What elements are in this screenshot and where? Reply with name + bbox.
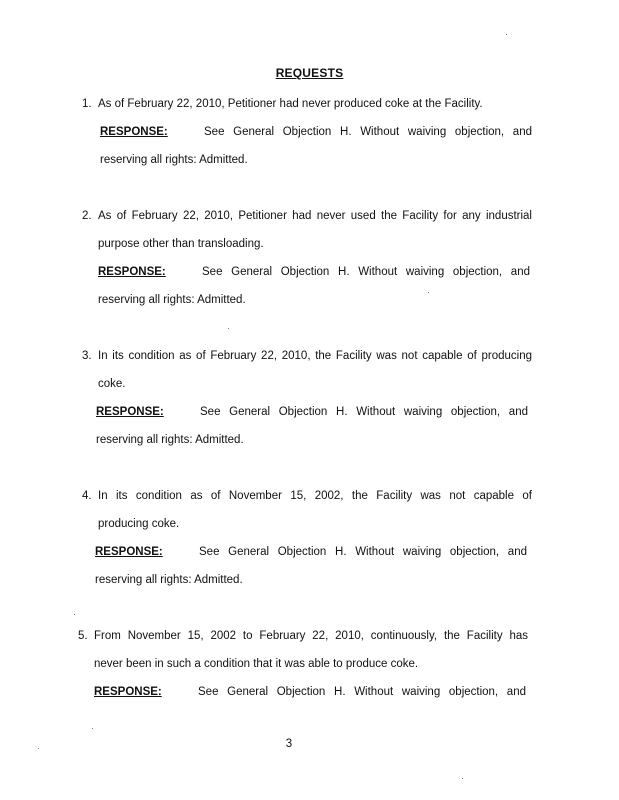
request-text-line: producing coke. (98, 518, 180, 530)
response-text: See General Objection H. Without waiving objection, and (198, 686, 526, 698)
request-item-5 (78, 622, 528, 678)
response-text: See General Objection H. Without waiving objection, and (204, 126, 532, 138)
request-text-line: coke. (98, 378, 126, 390)
request-item-4 (82, 482, 532, 538)
response-label: RESPONSE: (98, 266, 166, 278)
request-number: 1. (82, 98, 92, 110)
response-line-2: reserving all rights: Admitted. (98, 294, 246, 306)
request-text-line: In its condition as of February 22, 2010, the Facility was not capable of producing (98, 350, 532, 362)
request-number: 2. (82, 210, 92, 222)
response-line-1 (96, 398, 528, 426)
scan-speck (38, 748, 39, 749)
response-text: See General Objection H. Without waiving objection, and (202, 266, 530, 278)
response-label: RESPONSE: (95, 546, 163, 558)
request-number: 5. (78, 630, 88, 642)
request-item-3 (82, 342, 532, 398)
request-item-2 (82, 202, 532, 258)
request-item-1 (82, 90, 532, 118)
scan-speck (462, 778, 463, 779)
response-label: RESPONSE: (94, 686, 162, 698)
response-text: See General Objection H. Without waiving objection, and (200, 406, 528, 418)
response-block-5 (94, 678, 526, 706)
response-line-1 (94, 678, 526, 706)
response-text: See General Objection H. Without waiving objection, and (199, 546, 527, 558)
response-label: RESPONSE: (100, 126, 168, 138)
scan-speck (428, 292, 429, 293)
request-text-line: In its condition as of November 15, 2002, the Facility was not capable of (98, 490, 532, 502)
response-line-1 (100, 118, 532, 146)
response-block-1 (100, 118, 532, 174)
response-line-1 (98, 258, 530, 286)
response-line-2: reserving all rights: Admitted. (100, 154, 248, 166)
response-label: RESPONSE: (96, 406, 164, 418)
response-line-2: reserving all rights: Admitted. (95, 574, 243, 586)
request-text-line: purpose other than transloading. (98, 238, 264, 250)
scan-speck (92, 728, 93, 729)
request-number: 3. (82, 350, 92, 362)
page-number: 3 (285, 738, 293, 750)
scan-speck (506, 34, 507, 35)
request-text-line: As of February 22, 2010, Petitioner had never used the Facility for any industrial (98, 210, 532, 222)
response-block-2 (98, 258, 530, 314)
response-line-1 (95, 538, 527, 566)
request-text-line: As of February 22, 2010, Petitioner had never produced coke at the Facility. (98, 98, 483, 110)
request-text-line: From November 15, 2002 to February 22, 2010, continuously, the Facility has (94, 630, 528, 642)
scan-speck (228, 328, 229, 329)
response-block-4 (95, 538, 527, 594)
response-block-3 (96, 398, 528, 454)
request-text-line: never been in such a condition that it was able to produce coke. (94, 658, 419, 670)
request-number: 4. (82, 490, 92, 502)
page-title: REQUESTS (275, 66, 344, 80)
scan-speck (74, 614, 75, 615)
response-line-2: reserving all rights: Admitted. (96, 434, 244, 446)
